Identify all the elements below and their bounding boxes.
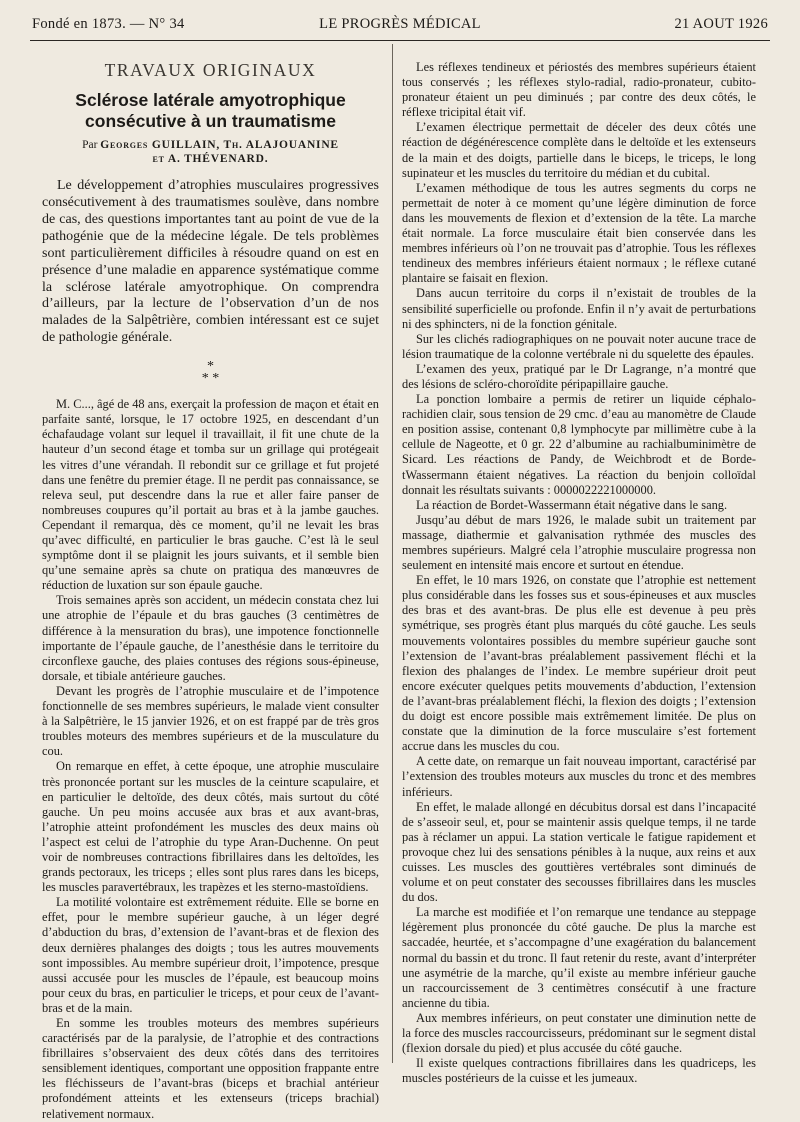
body-paragraph: L’examen électrique permettait de déceler des deux côtés une réaction de dégénérescence complète dans le deltoïde et les extenseurs de la main et des doigts, partielle dans le biceps, le triceps, le long supinateur et les muscles du territoire du médian et du cubital. <box>402 120 756 180</box>
body-paragraph: L’examen des yeux, pratiqué par le Dr Lagrange, n’a montré que des lésions de scléro-choroïdite péripapillaire gauche. <box>402 361 756 391</box>
body-paragraph: En effet, le 10 mars 1926, on constate que l’atrophie est nettement plus considérable dans les fosses sus et sous-épineuses et aux muscles des bras et des avant-bras. De plus elle est devenue à peu près symétrique, ses progrès étant plus marqués du côté gauche. Les seuls mouvements volontaires possibles du membre supérieur gauche sont l’extension de l’avant-bras préalablement passivement fléchi et la flexion des phalanges de l’index. Le membre supérieur droit peut encore exécuter quelques petits mouvements d’abduction, l’extension de l’avant-bras préalablement fléchi, la flexion des doigts ; l’extension du doigt est encore possible mais extrêmement limitée. De plus on constate que la diminution de la force musculaire s’est fortement accrue dans les muscles du cou. <box>402 573 756 754</box>
body-paragraph: M. C..., âgé de 48 ans, exerçait la profession de maçon et était en parfaite santé, lorsque, le 17 octobre 1925, en descendant d’un échafaudage volant sur lequel il travaillait, il fit une chute de la hauteur d’un second étage et tomba sur un grillage qui protégeait les vitres d’une vérandah. Il rebondit sur ce grillage et fut projeté dans une fenêtre du premier étage. Il ne perdit pas connaissance, se releva seul, put descendre dans la rue et aller faire panser de nombreuses coupures qu’il portait au bras et à la jambe gauches. Cependant il remarqua, dès ce moment, qu’il ne levait les bras qu’avec difficulté, en particulier le bras gauche. C’est là le seul symptôme dont il se plaignit les jours suivants, et il semble bien qu’une semaine après sa chute on pratiqua des manœuvres de réduction de luxation sur son épaule gauche. <box>42 397 379 593</box>
body-paragraph: La marche est modifiée et l’on remarque une tendance au steppage légèrement plus prononcée du côté gauche. De plus la marche est saccadée, heurtée, et s’accompagne d’une exagération du balancement normal du bassin et du tronc. Il faut retenir du reste, avant d’interpréter une asymétrie de la marche, qu’il existe au membre inférieur gauche un raccourcissement de 3 centimètres consécutif à une fracture ancienne du tibia. <box>402 905 756 1010</box>
header-rule <box>30 40 770 41</box>
body-paragraph: Sur les clichés radiographiques on ne pouvait noter aucune trace de lésion traumatique de la colonne vertébrale ni du squelette des épaules. <box>402 331 756 361</box>
body-paragraph: Devant les progrès de l’atrophie musculaire et de l’impotence fonctionnelle de ses membres supérieurs, le malade vient consulter à la Salpêtrière, le 15 janvier 1926, et on est frappé par de très gros troubles moteurs des membres supérieurs et de la musculature du cou. <box>42 683 379 759</box>
running-header <box>32 16 768 40</box>
article-title <box>42 90 379 132</box>
body-paragraph: Aux membres inférieurs, on peut constater une diminution nette de la force des muscles raccourcisseurs, prédominant sur le segment distal (flexion dorsale du pied) et plus accusée du côté gauche. <box>402 1010 756 1056</box>
asterism-bottom: * * <box>201 371 220 387</box>
body-paragraph: En effet, le malade allongé en décubitus dorsal est dans l’incapacité de s’asseoir seul, et, pour se maintenir assis quelque temps, il ne tarde pas à réclamer un appui. La station verticale le fatigue rapidement et provoque chez lui des sensations pénibles à la nuque, aux reins et aux cuisses. Les muscles des gouttières vertébrales sont diminués de volume et on peut constater des secousses fibrillaires dans les muscles du dos. <box>402 799 756 905</box>
body-paragraph: Les réflexes tendineux et périostés des membres supérieurs étaient tous conservés ; les réflexes stylo-radial, radio-pronateur, cubito-pronateur étaient un peu diminués ; par contre des deux côtés, le réflexe tricipital était vif. <box>402 60 756 120</box>
column-divider <box>392 44 393 1063</box>
body-paragraph: La ponction lombaire a permis de retirer un liquide céphalo-rachidien clair, sous tension de 29 cmc. d’eau au manomètre de Claude en position assise, contenant 0,8 lymphocyte par millimètre cube à la cellule de Nageotte, et 0 gr. 22 d’albumine au rachialbuminimètre de Sicard. Les réactions de Pandy, de Weichbrodt et de Borde-tWassermann étaient négatives. La réaction du benjoin colloïdal donnait les résultats suivants : 0000022221000000. <box>402 392 756 497</box>
header-date: 21 AOUT 1926 <box>674 16 768 32</box>
body-paragraph: Dans aucun territoire du corps il n’existait de troubles de la sensibilité superficielle ou profonde. Enfin il n’y avait de perturbations ni des sphincters, ni de la fonction génitale. <box>402 286 756 331</box>
body-paragraph: On remarque en effet, à cette époque, une atrophie musculaire très prononcée portant sur les muscles de la ceinture scapulaire, et en particulier le deltoïde, des deux côtés, mais surtout du côté gauche. Un peu moins accusée aux bras et aux avant-bras, l’atrophie atteint profondément les muscles des deux mains où l’aspect est celui de l’atrophie du type Aran-Duchenne. On peut voir de nombreuses contractions fibrillaires dans les deltoïdes, les grands pectoraux, les triceps ; elles sont plus rares dans les biceps, les muscles paravertébraux, les trapèzes et les sterno-mastoïdiens. <box>42 759 379 895</box>
header-journal-title: LE PROGRÈS MÉDICAL <box>319 16 481 32</box>
body-paragraph: En somme les troubles moteurs des membres supérieurs caractérisés par de la paralysie, de l’atrophie et des contractions fibrillaires s’observaient des deux côtés dans des territoires sensiblement identiques, comportant une opposition frappante entre les fléchisseurs de l’avant-bras (biceps et brachial antérieur profondément atteints et les extenseurs (triceps brachial) relativement normaux. <box>42 1016 379 1121</box>
article-authors <box>42 139 379 166</box>
asterism <box>42 361 379 385</box>
body-paragraph: A cette date, on remarque un fait nouveau important, caractérisé par l’extension des troubles moteurs aux muscles du tronc et des membres inférieurs. <box>402 754 756 799</box>
authors-line-2: et A. THÉVENARD. <box>152 152 269 165</box>
body-paragraph: L’examen méthodique de tous les autres segments du corps ne permettait de noter à ce moment qu’une légère diminution de force dans les mouvements de flexion et d’extension de la tête. La marche était normale. La force musculaire était bien conservée dans les membres inférieurs où l’on ne trouvait pas d’atrophie. Tous les réflexes tendineux des membres inférieurs étaient normaux ; le réflexe cutané plantaire se faisait en flexion. <box>402 180 756 286</box>
body-paragraph: Il existe quelques contractions fibrillaires dans les quadriceps, les muscles postérieurs de la cuisse et les jumeaux. <box>402 1056 756 1086</box>
header-founding-issue: Fondé en 1873. — N° 34 <box>32 16 185 32</box>
authors-prefix: Par <box>82 139 98 152</box>
article-title-line-1: Sclérose latérale amyotrophique <box>75 90 346 111</box>
asterism-top: * <box>207 359 214 375</box>
body-paragraph: Jusqu’au début de mars 1926, le malade subit un traitement par massage, diathermie et galvanisation rythmée des muscles des membres supérieurs. Malgré cela l’atrophie musculaire progressa non seulement en intensité mais encore et surtout en étendue. <box>402 512 756 573</box>
intro-paragraph: Le développement d’atrophies musculaires progressives consécutivement à des traumatismes soulève, dans nombre de cas, des questions importantes tant au point de vue de la pathogénie que de la médecine légale. De tels problèmes sont particulièrement difficiles à résoudre quand on est en présence d’une maladie en apparence systématique comme la sclérose latérale amyotrophique. On comprendra d’ailleurs, par la lecture de l’observation d’un de nos malades de la Salpêtrière, combien intéressant est ce sujet de pathologie générale. <box>42 178 379 346</box>
body-paragraph: La motilité volontaire est extrêmement réduite. Elle se borne en effet, pour le membre supérieur gauche, à un léger degré d’abduction du bras, d’extension de l’avant-bras et de flexion des deux dernières phalanges des doigts ; tous les autres mouvements sont impossibles. Au membre supérieur droit, l’impotence, presque aussi accusée pour les muscles de l’épaule, est beaucoup moins pour ceux du bras, en particulier le triceps, et pour ceux de l’avant-bras et de la main. <box>42 895 379 1015</box>
body-paragraph: Trois semaines après son accident, un médecin constata chez lui une atrophie de l’épaule et du bras gauches (3 centimètres de différence à la mensuration du bras), une impotence fonctionnelle importante de l’épaule gauche, de l’anesthésie dans le territoire du circonflexe gauche, des plaies contuses des régions sous-épineuse, dorsale, et tibiale antérieure gauches. <box>42 593 379 683</box>
left-column <box>42 58 379 1122</box>
body-paragraph: La réaction de Bordet-Wassermann était négative dans le sang. <box>416 497 728 512</box>
authors-line-1: Georges GUILLAIN, Th. ALAJOUANINE <box>100 139 339 152</box>
right-column <box>402 60 756 1086</box>
article-title-line-2: consécutive à un traumatisme <box>85 111 336 132</box>
section-heading: TRAVAUX ORIGINAUX <box>104 60 317 80</box>
